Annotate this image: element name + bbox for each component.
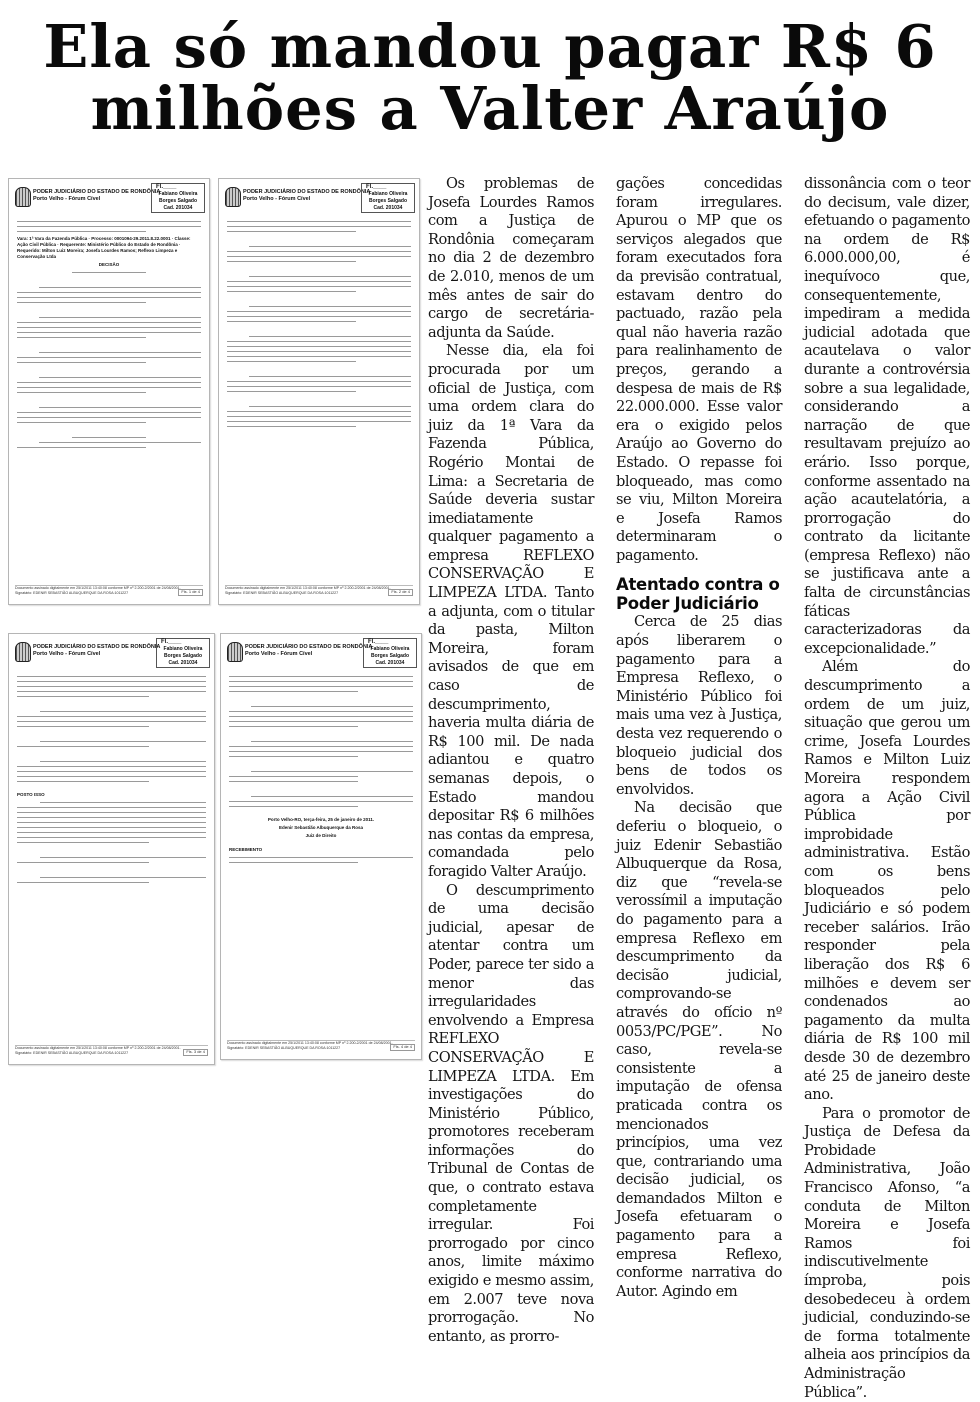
judge-name: Edenir Sebastião Albuquerque da Rosa — [278, 825, 364, 830]
section-heading: Atentado contra o Poder Judiciário — [616, 575, 780, 614]
decision-label: DECISÃO — [98, 262, 120, 267]
paragraph: Cerca de 25 dias após liberarem o pagamento para a Empresa Reflexo, o Ministério Público foi mais uma vez à Justiça, desta vez requerendo o bloqueio judicial dos bens de todos os envolvidos. — [616, 613, 782, 798]
page-number: Fls. 1 de 4 — [178, 589, 203, 596]
page-stamp: Fl.____ Fabiano Oliveira Borges Salgado Cad. 201034 — [363, 638, 417, 668]
signature-date: Porto Velho-RO, terça-feira, 25 de janeiro de 2011. — [267, 817, 375, 822]
article-column-3 — [804, 175, 970, 1402]
paragraph: Nesse dia, ela foi procurada por um oficial de Justiça, com uma ordem clara do juiz da 1ª Vara da Fazenda Pública, Rogério Montai de Lima: a Secretaria de Saúde deveria sustar imediatamente qualquer pagamento a empresa REFLEXO CONSERVAÇÃO E LIMPEZA LTDA. Tanto a adjunta, com o titular da pasta, Milton Moreira, foram avisados de que em caso de descumprimento, haveria multa diária de R$ 100 mil. De nada adiantou e quatro semanas depois, o Estado mandou depositar R$ 6 milhões nas contas da empresa, comandada pelo foragido Valter Araújo. — [428, 342, 594, 880]
page-stamp: Fl.____ Fabiano Oliveira Borges Salgado Cad. 201034 — [156, 638, 210, 668]
paragraph: gações concedidas foram irregulares. Apurou o MP que os serviços alegados que foram executados fora da previsão contratual, estavam dentro do pactuado, razão pela qual não haveria razão para realinhamento de preços, gerando a despesa de mais de R$ 22.000.000. Esse valor era o exigido pelos Araújo ao Governo do Estado. O repasse foi bloqueado, mas como se viu, Milton Moreira e Josefa Ramos determinaram o pagamento. — [616, 175, 782, 564]
article-column-1 — [428, 175, 594, 1346]
receipt-label: RECEBIMENTO — [229, 847, 263, 852]
court-heading: PODER JUDICIÁRIO DO ESTADO DE RONDÔNIA Porto Velho - Fórum Cível — [245, 644, 373, 657]
paragraph: Para o promotor de Justiça de Defesa da Probidade Administrativa, João Francisco Afonso, “a conduta de Milton Moreira e Josefa Ramos foi indiscutivelmente ímproba, pois desobedeceu à ordem judicial, conduzindo-se de forma totalmente alheia aos princípios da Administração Pública”. — [804, 1104, 970, 1401]
page-stamp: Fl.____ Fabiano Oliveira Borges Salgado Cad. 201034 — [361, 183, 415, 213]
paragraph: dissonância com o teor do decisum, vale dizer, efetuando o pagamento na ordem de R$ 6.000.000,00, é inequívoco que, consequentemente, impediram a medida judicial adotada que acautelava o valor durante a controvérsia sobre a sua legalidade, considerando a narração de que resultavam prejuízo ao erário. Isso porque, conforme assentado na ação acautelatória, a prorrogação do contrato da licitante (empresa Reflexo) não se justificava ante a falta de circunstâncias fáticas caracterizadoras da excepcionalidade.” — [804, 175, 970, 657]
page-footer: Documento assinado digitalmente em 25/1/2011 13:40:08 conforme MP nº 2.200-2/2001 de 24/08/2001. Signatário: EDENIR SEBASTIÃO ALBUQUERQUE DA ROSA:1011227 Fls. 1 de 4 — [15, 585, 203, 600]
page-footer: Documento assinado digitalmente em 25/1/2011 13:40:08 conforme MP nº 2.200-2/2001 de 24/08/2001. Signatário: EDENIR SEBASTIÃO ALBUQUERQUE DA ROSA:1011227 Fls. 4 de 4 — [227, 1040, 415, 1055]
court-heading: PODER JUDICIÁRIO DO ESTADO DE RONDÔNIA Porto Velho - Fórum Cível — [33, 189, 161, 202]
page-stamp: Fl.____ Fabiano Oliveira Borges Salgado Cad. 201034 — [151, 183, 205, 213]
conclusion-label: POSTO ISSO — [17, 792, 45, 797]
page-number: Fls. 4 de 4 — [390, 1044, 415, 1051]
case-header: Vara: 1ª Vara da Fazenda Pública · Processo: 0001094-29.2011.8.22.0001 · Classe: Ação Civil Pública · Requerente: Ministério Público do Estado de Rondônia · Requerido: Milton Luiz Moreira; Josefa Lourdes Ramos; Reflexo Limpeza e Conservação Ltda — [17, 236, 191, 259]
paragraph: Na decisão que deferiu o bloqueio, o juiz Edenir Sebastião Albuquerque da Rosa, diz que “revela-se verossímil a imputação do pagamento para a empresa Reflexo em descumprimento da decisão judicial, comprovando-se através do ofício nº 0053/PC/PGE”. No caso, revela-se consistente a imputação de ofensa praticada contra os mencionados princípios, uma vez que, contrariando uma decisão judicial, os demandados Milton e Josefa efetuaram o pagamento para a empresa Reflexo, conforme narrativa do Autor. Agindo em — [616, 799, 782, 1300]
court-heading: PODER JUDICIÁRIO DO ESTADO DE RONDÔNIA Porto Velho - Fórum Cível — [33, 644, 161, 657]
paragraph: Os problemas de Josefa Lourdes Ramos com a Justiça de Rondônia começaram no dia 2 de dezembro de 2.010, menos de um mês antes de sair do cargo de secretária-adjunta da Saúde. — [428, 175, 594, 341]
page-footer: Documento assinado digitalmente em 25/1/2011 13:40:08 conforme MP nº 2.200-2/2001 de 24/08/2001. Signatário: EDENIR SEBASTIÃO ALBUQUERQUE DA ROSA:1011227 Fls. 3 de 4 — [15, 1045, 208, 1060]
article-column-2 — [616, 175, 782, 1301]
article-body — [0, 175, 980, 1401]
page-footer: Documento assinado digitalmente em 25/1/2011 13:40:08 conforme MP nº 2.200-2/2001 de 24/08/2001. Signatário: EDENIR SEBASTIÃO ALBUQUERQUE DA ROSA:1011227 Fls. 2 de 4 — [225, 585, 413, 600]
court-heading: PODER JUDICIÁRIO DO ESTADO DE RONDÔNIA Porto Velho - Fórum Cível — [243, 189, 371, 202]
judge-title: Juiz de Direito — [305, 833, 337, 838]
page-number: Fls. 2 de 4 — [388, 589, 413, 596]
paragraph: Além do descumprimento a ordem de um juiz, situação que gerou um crime, Josefa Lourdes Ramos e Milton Luiz Moreira respondem agora a Ação Civil Pública por improbidade administrativa. Estão com os bens bloqueados pelo Judiciário e só podem receber salários. Irão responder pela liberação dos R$ 6 milhões e devem ser condenados ao pagamento da multa diária de R$ 100 mil desde 30 de dezembro até 25 de janeiro deste ano. — [804, 658, 970, 1104]
paragraph: O descumprimento de uma decisão judicial, apesar de atentar contra um Poder, parece ter sido a menor das irregularidades envolvendo a Empresa REFLEXO CONSERVAÇÃO E LIMPEZA LTDA. Em investigações do Ministério Público, promotores receberam informações do Tribunal de Contas de que, o contrato estava completamente irregular. Foi prorrogado por cinco anos, limite máximo exigido e mesmo assim, em 2.007 teve nova prorrogação. No entanto, as prorro- — [428, 881, 594, 1345]
headline: Ela só mandou pagar R$ 6 milhões a Valter Araújo — [43, 12, 937, 143]
page-number: Fls. 3 de 4 — [183, 1049, 208, 1056]
